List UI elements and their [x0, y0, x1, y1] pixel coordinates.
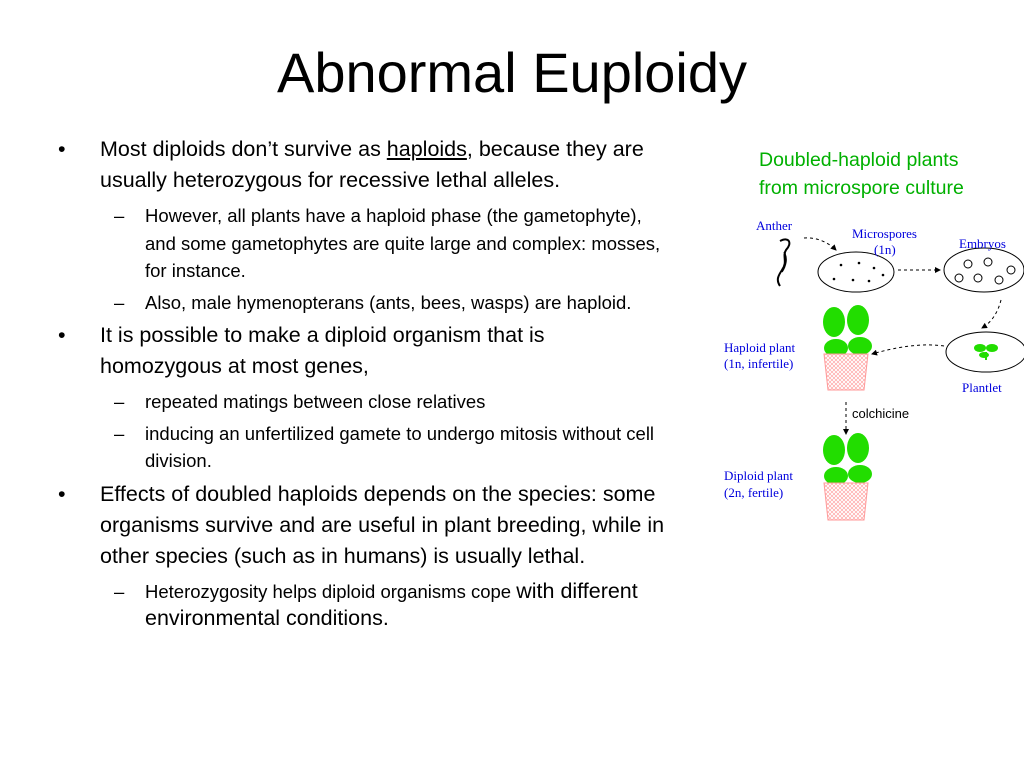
diploid-detail-label: (2n, fertile) [724, 485, 784, 500]
sub-bullet-1-1 [58, 202, 668, 285]
anther-to-microspores-arrow [804, 238, 836, 250]
sub-bullet-text: inducing an unfertilized gamete to undergo mitosis without cell division. [145, 422, 655, 471]
sub-bullet-1-2 [58, 289, 668, 317]
plantlet-icon [946, 332, 1024, 372]
bullet-1-text-post: , because they are usually heterozygous for recessive lethal alleles. [100, 137, 644, 192]
anther-icon [778, 239, 790, 286]
sub-bullet-text: Also, male hymenopterans (ants, bees, wasps) are haploid. [145, 291, 632, 313]
bullet-1 [58, 134, 668, 196]
embryos-to-plantlet-arrow [982, 300, 1001, 328]
haploids-link[interactable]: haploids [386, 137, 467, 161]
microspores-icon [818, 252, 894, 292]
sub-bullet-glyph: – [114, 422, 125, 444]
sub-bullet-2-2 [58, 420, 668, 475]
sub-bullet-text-big: with different environmental conditions. [145, 578, 638, 630]
sub-bullet-glyph: – [114, 291, 125, 313]
slide-content [58, 134, 668, 637]
diagram-title-line2: from microspore culture [759, 177, 964, 199]
sub-bullet-glyph: – [114, 580, 125, 602]
diploid-plant-icon [823, 433, 872, 520]
sub-bullet-text: However, all plants have a haploid phase (the gametophyte), and some gametophytes are quite large and complex: mosses, for instance. [145, 205, 661, 281]
plantlet-to-haploid-arrow [872, 345, 944, 354]
sub-bullet-3-1 [58, 578, 668, 633]
embryos-icon [944, 248, 1024, 292]
bullet-2-glyph: • [58, 323, 66, 347]
colchicine-label: colchicine [852, 406, 910, 421]
slide-title: Abnormal Euploidy [276, 41, 748, 104]
anther-label: Anther [756, 218, 793, 233]
sub-bullet-2-1 [58, 388, 668, 416]
diploid-plant-label: Diploid plant [724, 468, 793, 483]
bullet-2 [58, 320, 668, 382]
plantlet-label: Plantlet [962, 380, 1002, 395]
bullet-3-text: Effects of doubled haploids depends on the species: some organisms survive and are useful in plant breeding, while in other species (such as in humans) is usually lethal. [100, 481, 665, 568]
bullet-1-text-pre: Most diploids don’t survive as [100, 137, 387, 161]
microspores-ploidy-label: (1n) [874, 242, 896, 257]
haploid-plant-label: Haploid plant [724, 340, 796, 355]
sub-bullet-text: repeated matings between close relatives [145, 391, 486, 412]
bullet-3-glyph: • [58, 481, 66, 506]
haploid-plant-icon [823, 305, 872, 390]
diagram-title-line1: Doubled-haploid plants [759, 149, 959, 171]
bullet-1-glyph: • [58, 137, 66, 161]
microspores-label: Microspores [852, 226, 917, 241]
haploid-detail-label: (1n, infertile) [724, 356, 794, 371]
sub-bullet-glyph: – [114, 391, 125, 412]
sub-bullet-glyph: – [114, 205, 125, 226]
doubled-haploid-diagram [716, 140, 1024, 550]
bullet-3 [58, 479, 668, 572]
embryos-label: Embryos [959, 236, 1006, 251]
bullet-2-text: It is possible to make a diploid organism that is homozygous at most genes, [100, 323, 545, 378]
sub-bullet-text-pre: Heterozygosity helps diploid organisms cope [145, 580, 517, 602]
